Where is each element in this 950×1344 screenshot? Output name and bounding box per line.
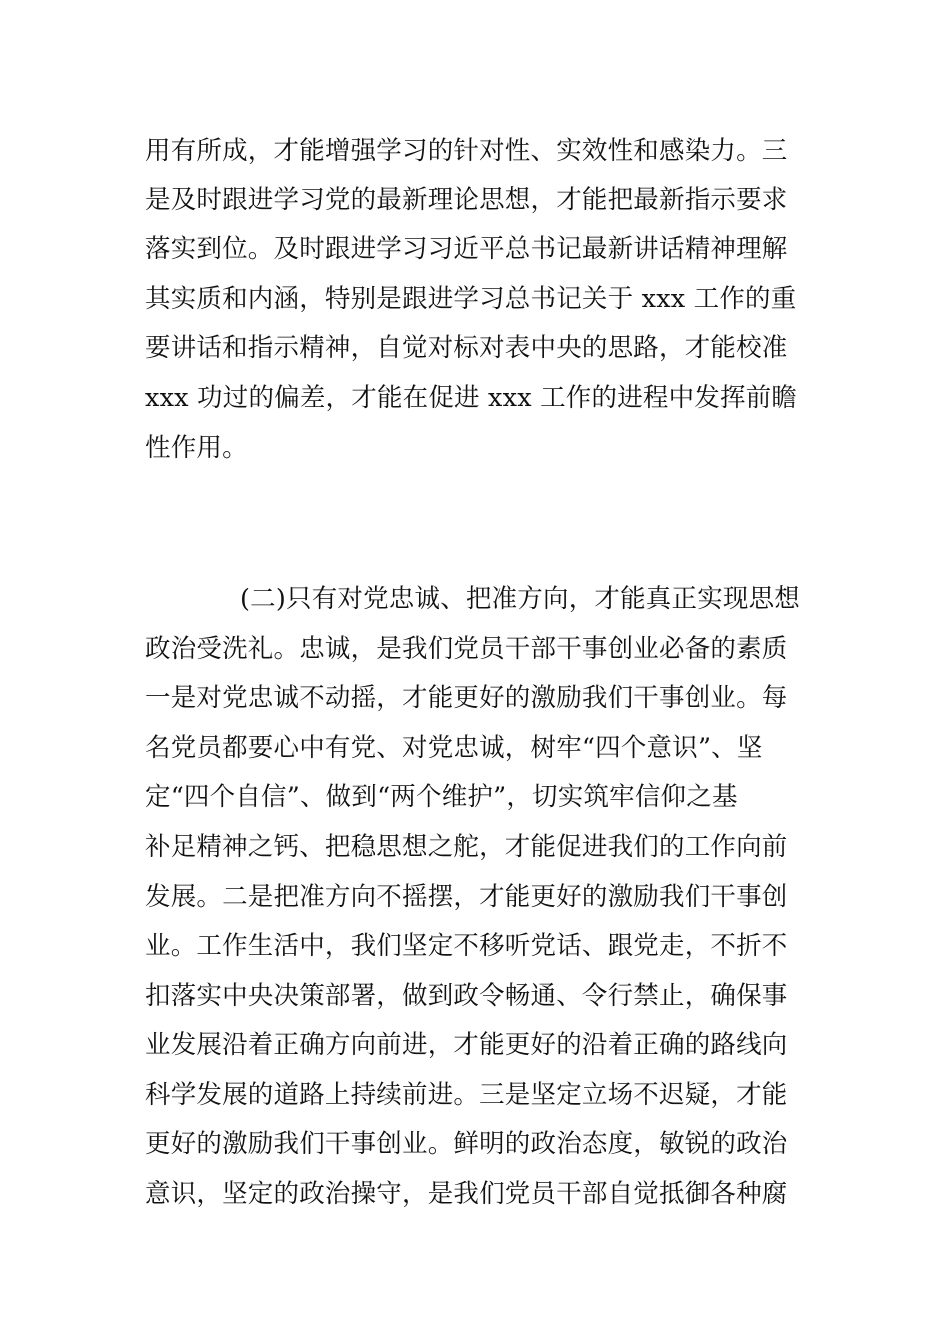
paragraph-2-line-5: 定“四个自信”、做到“两个维护”，切实筑牢信仰之基 — [145, 782, 738, 812]
paragraph-2-line-9: 扣落实中央决策部署，做到政令畅通、令行禁止，确保事 — [145, 981, 788, 1011]
paragraph-2-line-8: 业。工作生活中，我们坚定不移听党话、跟党走，不折不 — [145, 931, 788, 961]
paragraph-1-line-4: 其实质和内涵，特别是跟进学习总书记关于 xxx 工作的重 — [145, 284, 797, 314]
paragraph-2-line-13: 意识，坚定的政治操守，是我们党员干部自觉抵御各种腐 — [145, 1179, 788, 1209]
paragraph-2-line-3: 一是对党忠诚不动摇，才能更好的激励我们干事创业。每 — [145, 683, 788, 713]
paragraph-2-line-10: 业发展沿着正确方向前进，才能更好的沿着正确的路线向 — [145, 1030, 788, 1060]
paragraph-2-line-6: 补足精神之钙、把稳思想之舵，才能促进我们的工作向前 — [145, 832, 788, 862]
section-heading-line: (二)只有对党忠诚、把准方向，才能真正实现思想 — [240, 584, 800, 614]
paragraph-2-line-2: 政治受洗礼。忠诚，是我们党员干部干事创业必备的素质 — [145, 634, 788, 664]
paragraph-1-line-3: 落实到位。及时跟进学习习近平总书记最新讲话精神理解 — [145, 234, 788, 264]
paragraph-2-line-7: 发展。二是把准方向不摇摆，才能更好的激励我们干事创 — [145, 882, 788, 912]
paragraph-1-line-6: xxx 功过的偏差，才能在促进 xxx 工作的进程中发挥前瞻 — [145, 383, 798, 413]
paragraph-2-line-12: 更好的激励我们干事创业。鲜明的政治态度，敏锐的政治 — [145, 1129, 788, 1159]
paragraph-2-line-4: 名党员都要心中有党、对党忠诚，树牢“四个意识”、坚 — [145, 733, 763, 763]
paragraph-2-line-11: 科学发展的道路上持续前进。三是坚定立场不迟疑，才能 — [145, 1080, 788, 1110]
paragraph-1-line-2: 是及时跟进学习党的最新理论思想，才能把最新指示要求 — [145, 185, 788, 215]
paragraph-1-line-1: 用有所成，才能增强学习的针对性、实效性和感染力。三 — [145, 136, 788, 166]
paragraph-1-line-7: 性作用。 — [145, 433, 248, 463]
paragraph-1-line-5: 要讲话和指示精神，自觉对标对表中央的思路，才能校准 — [145, 333, 788, 363]
